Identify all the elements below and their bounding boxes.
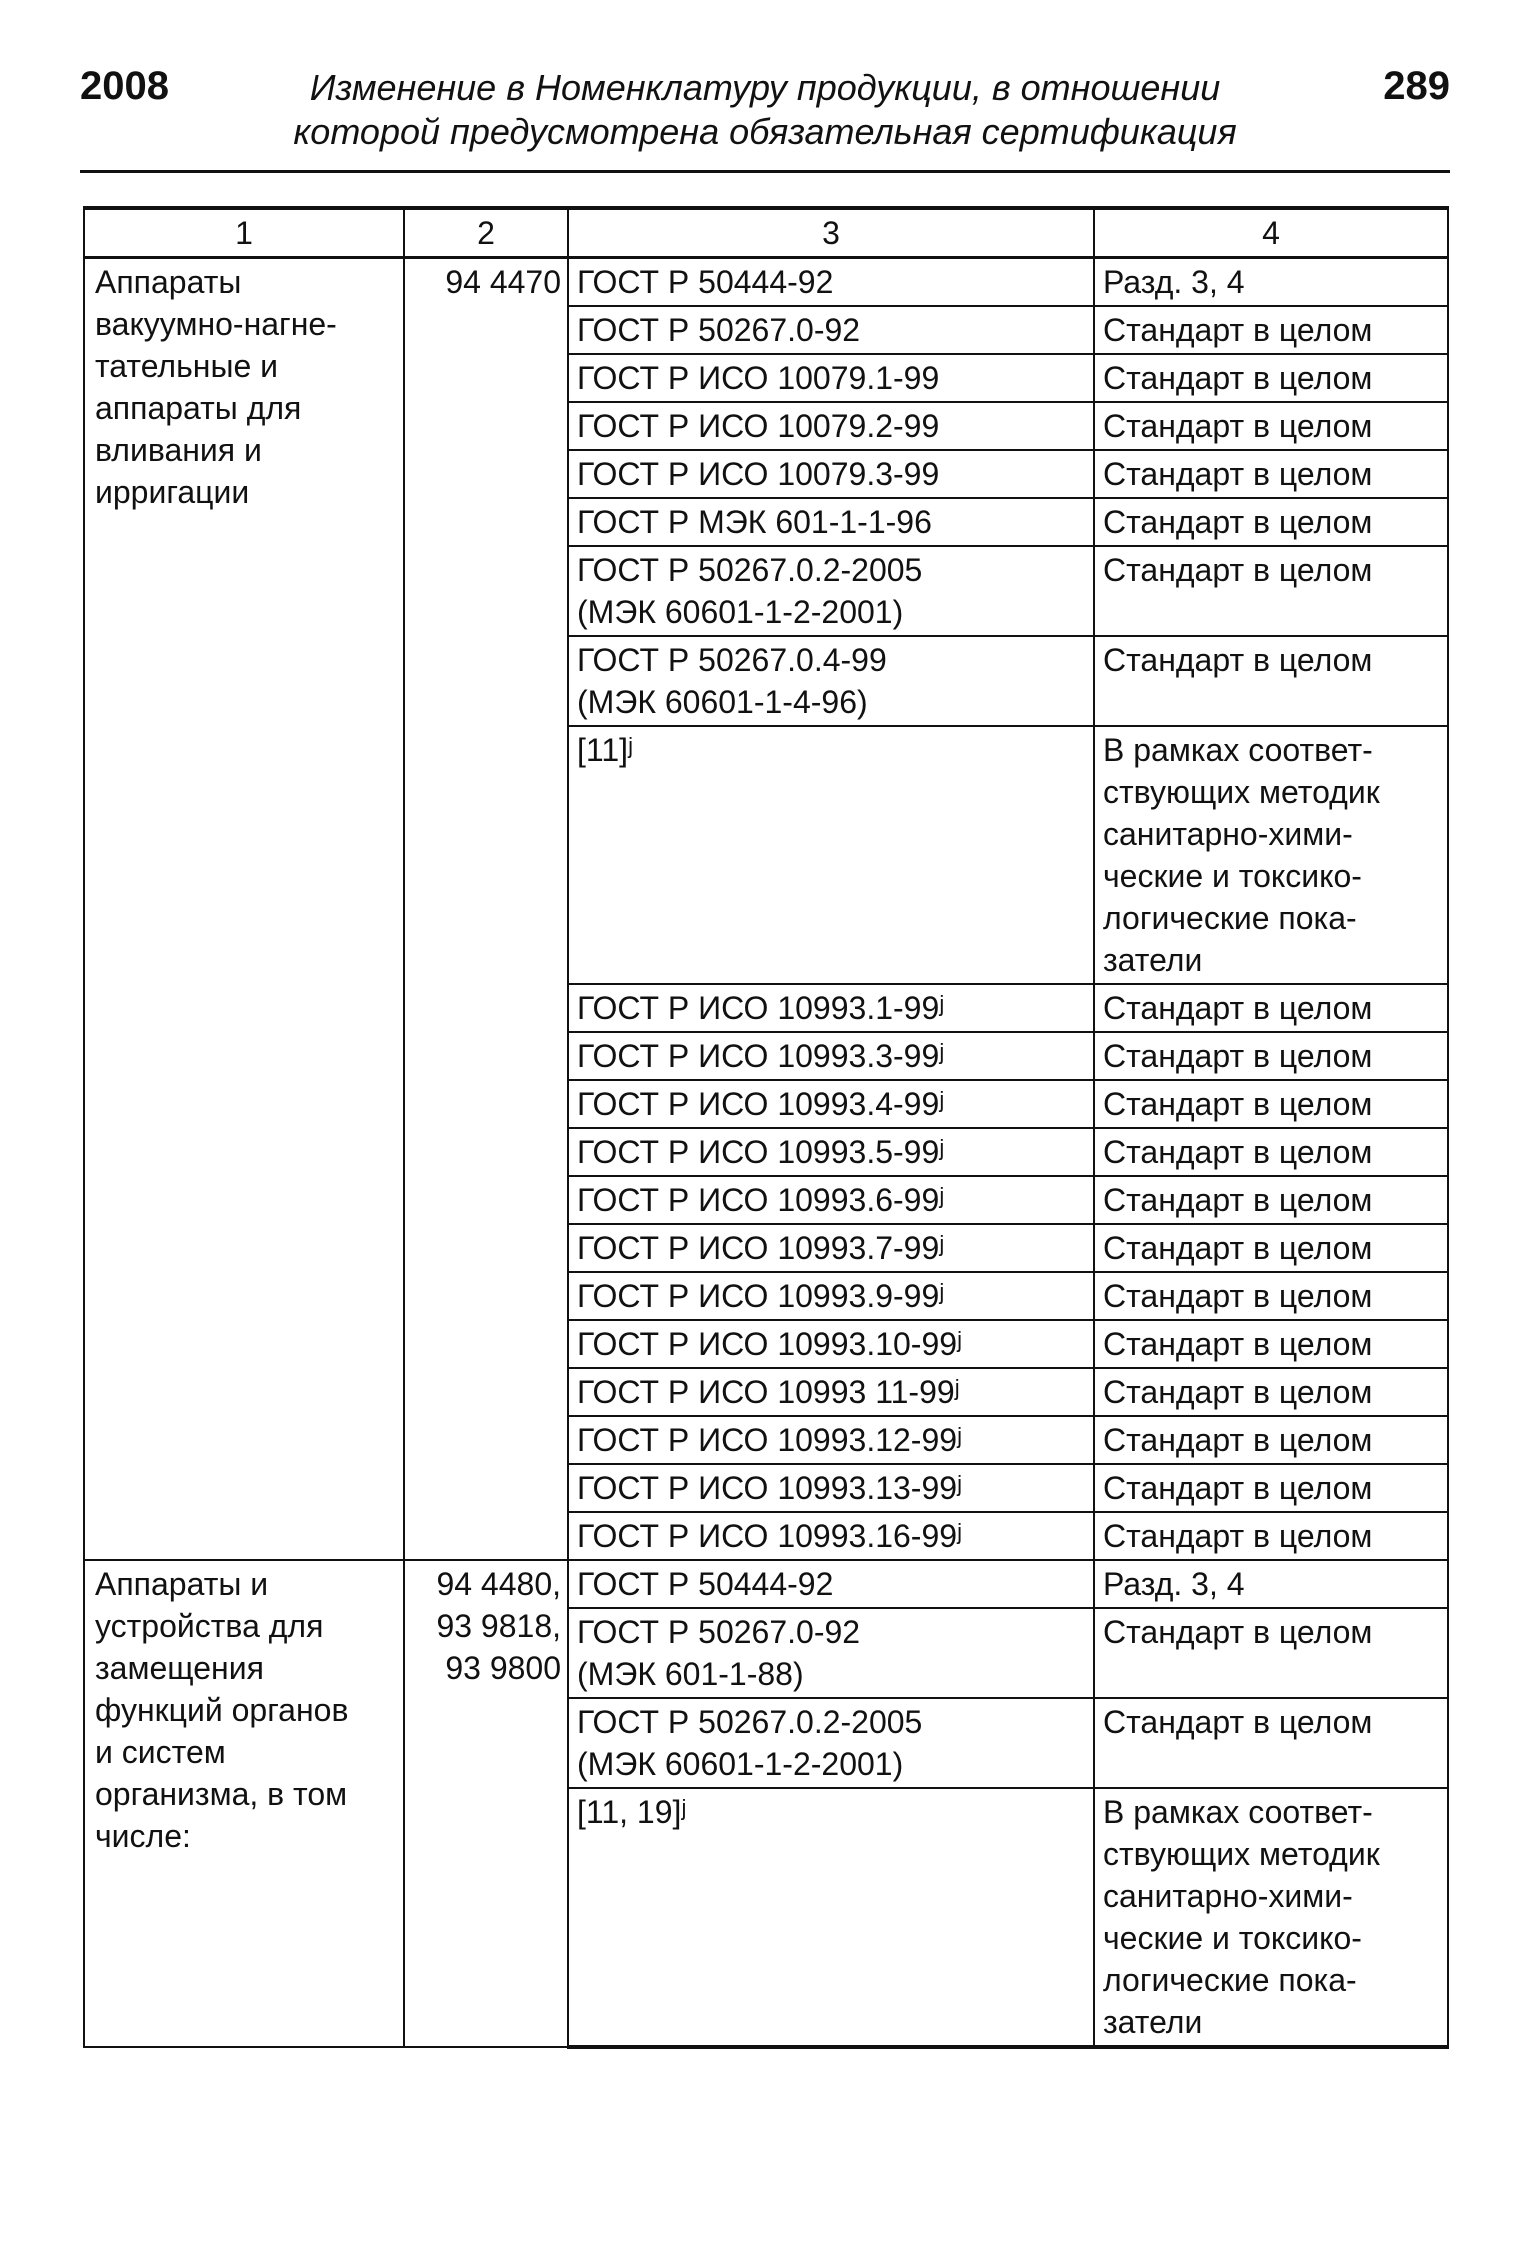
header-divider bbox=[80, 170, 1450, 173]
certification-table bbox=[83, 206, 1449, 2049]
scope-line: Стандарт в целом bbox=[1103, 1614, 1373, 1650]
standard-doc-cell bbox=[568, 498, 1094, 546]
scope-line: Стандарт в целом bbox=[1103, 1422, 1373, 1458]
scope-cell bbox=[1094, 450, 1448, 498]
standard-doc-cell bbox=[568, 1608, 1094, 1698]
okp-code-cell bbox=[404, 1560, 568, 2047]
scope-line: Стандарт в целом bbox=[1103, 1518, 1373, 1554]
standard-doc-cell bbox=[568, 1788, 1094, 2047]
standard-doc-cell bbox=[568, 1464, 1094, 1512]
standard-doc-line: ГОСТ Р ИСО 10993.4-99ʲ bbox=[577, 1086, 945, 1122]
code-line: 94 4470 bbox=[445, 264, 561, 300]
standard-doc-cell bbox=[568, 726, 1094, 984]
column-header: 2 bbox=[404, 208, 568, 258]
category-line: организма, в том bbox=[95, 1776, 348, 1812]
scope-line: Стандарт в целом bbox=[1103, 1038, 1373, 1074]
scope-cell bbox=[1094, 498, 1448, 546]
scope-line: Стандарт в целом bbox=[1103, 1182, 1373, 1218]
standard-doc-line: ГОСТ Р ИСО 10079.3-99 bbox=[577, 456, 940, 492]
category-line: функций органов bbox=[95, 1692, 349, 1728]
category-line: аппараты для bbox=[95, 390, 302, 426]
standard-doc-line: ГОСТ Р 50267.0.2-2005 bbox=[577, 1704, 923, 1740]
scope-cell bbox=[1094, 354, 1448, 402]
scope-cell bbox=[1094, 1368, 1448, 1416]
scope-cell bbox=[1094, 1464, 1448, 1512]
standard-doc-line: ГОСТ Р 50267.0-92 bbox=[577, 312, 861, 348]
standard-doc-cell bbox=[568, 402, 1094, 450]
standard-doc-line: (МЭК 601-1-88) bbox=[577, 1656, 804, 1692]
standard-doc-line: (МЭК 60601-1-4-96) bbox=[577, 684, 868, 720]
standard-doc-line: ГОСТ Р 50444-92 bbox=[577, 264, 834, 300]
standard-doc-cell bbox=[568, 258, 1094, 307]
table-row bbox=[84, 1560, 1448, 1608]
page-header bbox=[80, 58, 1450, 178]
scope-line: В рамках соответ- bbox=[1103, 1794, 1373, 1830]
scope-line: Стандарт в целом bbox=[1103, 1230, 1373, 1266]
standard-doc-line: ГОСТ Р МЭК 601-1-1-96 bbox=[577, 504, 932, 540]
scope-line: санитарно-хими- bbox=[1103, 1878, 1353, 1914]
standard-doc-line: [11, 19]ʲ bbox=[577, 1794, 687, 1830]
standard-doc-line: ГОСТ Р ИСО 10993.12-99ʲ bbox=[577, 1422, 963, 1458]
standard-doc-cell bbox=[568, 1698, 1094, 1788]
category-line: Аппараты и bbox=[95, 1566, 269, 1602]
standard-doc-line: ГОСТ Р ИСО 10993.9-99ʲ bbox=[577, 1278, 945, 1314]
scope-line: Стандарт в целом bbox=[1103, 1470, 1373, 1506]
standard-doc-line: ГОСТ Р ИСО 10079.1-99 bbox=[577, 360, 940, 396]
scope-cell bbox=[1094, 1176, 1448, 1224]
scope-line: ческие и токсико- bbox=[1103, 1920, 1362, 1956]
scope-line: логические пока- bbox=[1103, 1962, 1357, 1998]
scope-line: санитарно-хими- bbox=[1103, 816, 1353, 852]
scope-line: затели bbox=[1103, 2004, 1203, 2040]
header-year: 2008 bbox=[80, 64, 169, 108]
standard-doc-line: ГОСТ Р 50267.0-92 bbox=[577, 1614, 861, 1650]
scope-line: Стандарт в целом bbox=[1103, 504, 1373, 540]
scope-line: ческие и токсико- bbox=[1103, 858, 1362, 894]
column-header: 1 bbox=[84, 208, 404, 258]
scope-line: Стандарт в целом bbox=[1103, 408, 1373, 444]
table-body bbox=[84, 258, 1448, 2048]
standard-doc-cell bbox=[568, 1368, 1094, 1416]
category-line: и систем bbox=[95, 1734, 226, 1770]
scope-line: Стандарт в целом bbox=[1103, 642, 1373, 678]
scope-line: затели bbox=[1103, 942, 1203, 978]
code-line: 93 9818, bbox=[436, 1608, 561, 1644]
scope-cell bbox=[1094, 1560, 1448, 1608]
scope-cell bbox=[1094, 984, 1448, 1032]
standard-doc-cell bbox=[568, 354, 1094, 402]
scope-line: Стандарт в целом bbox=[1103, 990, 1373, 1026]
table-header bbox=[84, 208, 1448, 258]
scope-line: ствующих методик bbox=[1103, 1836, 1380, 1872]
scope-cell bbox=[1094, 306, 1448, 354]
scope-cell bbox=[1094, 726, 1448, 984]
standard-doc-cell bbox=[568, 1416, 1094, 1464]
header-title bbox=[230, 66, 1300, 154]
standard-doc-cell bbox=[568, 1080, 1094, 1128]
scope-cell bbox=[1094, 1224, 1448, 1272]
scope-cell bbox=[1094, 1272, 1448, 1320]
scope-cell bbox=[1094, 1128, 1448, 1176]
scope-line: Стандарт в целом bbox=[1103, 312, 1373, 348]
scope-cell bbox=[1094, 1608, 1448, 1698]
scope-cell bbox=[1094, 1512, 1448, 1560]
header-title-line: которой предусмотрена обязательная сертификация bbox=[293, 111, 1237, 152]
scope-cell bbox=[1094, 636, 1448, 726]
product-category-cell bbox=[84, 1560, 404, 2047]
code-line: 94 4480, bbox=[436, 1566, 561, 1602]
scope-cell bbox=[1094, 546, 1448, 636]
scope-cell bbox=[1094, 1320, 1448, 1368]
standard-doc-cell bbox=[568, 1128, 1094, 1176]
standard-doc-cell bbox=[568, 984, 1094, 1032]
okp-code-cell bbox=[404, 258, 568, 1561]
scope-line: логические пока- bbox=[1103, 900, 1357, 936]
standard-doc-cell bbox=[568, 546, 1094, 636]
code-line: 93 9800 bbox=[445, 1650, 561, 1686]
header-title-line: Изменение в Номенклатуру продукции, в отношении bbox=[309, 67, 1221, 108]
standard-doc-cell bbox=[568, 306, 1094, 354]
standard-doc-line: ГОСТ Р ИСО 10993.6-99ʲ bbox=[577, 1182, 945, 1218]
scope-line: В рамках соответ- bbox=[1103, 732, 1373, 768]
product-category-cell bbox=[84, 258, 404, 1561]
scope-line: ствующих методик bbox=[1103, 774, 1380, 810]
standard-doc-line: (МЭК 60601-1-2-2001) bbox=[577, 594, 904, 630]
standard-doc-line: ГОСТ Р ИСО 10993.16-99ʲ bbox=[577, 1518, 963, 1554]
category-line: вакуумно-нагне- bbox=[95, 306, 337, 342]
category-line: замещения bbox=[95, 1650, 264, 1686]
column-header: 4 bbox=[1094, 208, 1448, 258]
standard-doc-line: (МЭК 60601-1-2-2001) bbox=[577, 1746, 904, 1782]
category-line: числе: bbox=[95, 1818, 191, 1854]
category-line: Аппараты bbox=[95, 264, 242, 300]
standard-doc-line: ГОСТ Р 50267.0.4-99 bbox=[577, 642, 887, 678]
standard-doc-cell bbox=[568, 1560, 1094, 1608]
scope-line: Стандарт в целом bbox=[1103, 552, 1373, 588]
scope-line: Разд. 3, 4 bbox=[1103, 1566, 1245, 1602]
header-row bbox=[84, 208, 1448, 258]
standard-doc-cell bbox=[568, 1512, 1094, 1560]
scope-line: Стандарт в целом bbox=[1103, 1086, 1373, 1122]
category-line: тательные и bbox=[95, 348, 278, 384]
standard-doc-line: [11]ʲ bbox=[577, 732, 634, 768]
standard-doc-line: ГОСТ Р 50267.0.2-2005 bbox=[577, 552, 923, 588]
standard-doc-line: ГОСТ Р ИСО 10079.2-99 bbox=[577, 408, 940, 444]
scope-line: Стандарт в целом bbox=[1103, 1374, 1373, 1410]
page-number: 289 bbox=[1383, 64, 1450, 108]
standard-doc-line: ГОСТ Р ИСО 10993.10-99ʲ bbox=[577, 1326, 963, 1362]
scope-cell bbox=[1094, 402, 1448, 450]
category-line: устройства для bbox=[95, 1608, 324, 1644]
standard-doc-line: ГОСТ Р 50444-92 bbox=[577, 1566, 834, 1602]
standard-doc-line: ГОСТ Р ИСО 10993.5-99ʲ bbox=[577, 1134, 945, 1170]
standard-doc-cell bbox=[568, 1176, 1094, 1224]
standard-doc-cell bbox=[568, 1032, 1094, 1080]
column-header: 3 bbox=[568, 208, 1094, 258]
standard-doc-cell bbox=[568, 1272, 1094, 1320]
table-row bbox=[84, 258, 1448, 307]
scope-line: Стандарт в целом bbox=[1103, 1326, 1373, 1362]
scope-line: Разд. 3, 4 bbox=[1103, 264, 1245, 300]
scope-line: Стандарт в целом bbox=[1103, 1134, 1373, 1170]
standard-doc-cell bbox=[568, 1320, 1094, 1368]
scope-cell bbox=[1094, 1788, 1448, 2047]
scope-line: Стандарт в целом bbox=[1103, 456, 1373, 492]
scope-cell bbox=[1094, 1416, 1448, 1464]
standard-doc-line: ГОСТ Р ИСО 10993.3-99ʲ bbox=[577, 1038, 945, 1074]
scope-cell bbox=[1094, 1698, 1448, 1788]
standard-doc-cell bbox=[568, 636, 1094, 726]
scope-cell bbox=[1094, 1080, 1448, 1128]
standard-doc-line: ГОСТ Р ИСО 10993.13-99ʲ bbox=[577, 1470, 963, 1506]
category-line: вливания и bbox=[95, 432, 262, 468]
category-line: ирригации bbox=[95, 474, 250, 510]
standard-doc-cell bbox=[568, 1224, 1094, 1272]
scope-line: Стандарт в целом bbox=[1103, 1704, 1373, 1740]
standard-doc-line: ГОСТ Р ИСО 10993 11-99ʲ bbox=[577, 1374, 960, 1410]
scope-line: Стандарт в целом bbox=[1103, 1278, 1373, 1314]
scope-cell bbox=[1094, 1032, 1448, 1080]
standard-doc-line: ГОСТ Р ИСО 10993.7-99ʲ bbox=[577, 1230, 945, 1266]
standard-doc-line: ГОСТ Р ИСО 10993.1-99ʲ bbox=[577, 990, 945, 1026]
scope-line: Стандарт в целом bbox=[1103, 360, 1373, 396]
scope-cell bbox=[1094, 258, 1448, 307]
standard-doc-cell bbox=[568, 450, 1094, 498]
